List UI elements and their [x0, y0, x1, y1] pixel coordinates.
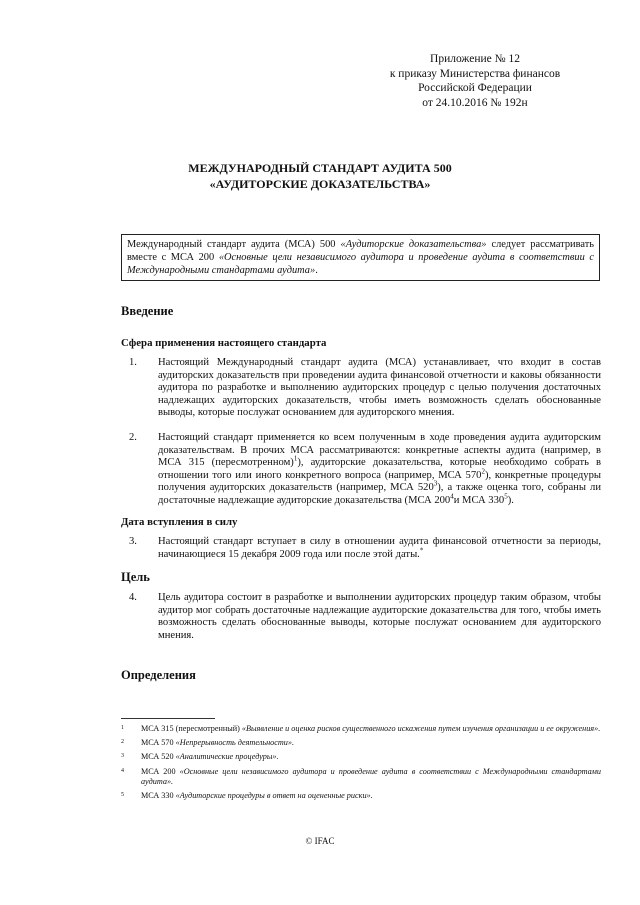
- footnote-text: МСА 570: [141, 738, 176, 748]
- paragraph-text: Настоящий Международный стандарт аудита (МСА) устанавливает, что входит в состав аудиторских доказательств при проведении аудита финансовой отчетности и каковы обязанности аудитора по разработке и выполнению аудиторских процедур с целью получения достаточных надлежащих аудиторских доказательств, чтобы иметь возможность сделать обоснованные выводы, которые послужат основанием для аудиторского мнения.: [158, 357, 601, 419]
- appendix-order: к приказу Министерства финансов: [389, 67, 561, 80]
- paragraph-text-part: Настоящий стандарт применяется ко всем полученным в ходе проведения аудита аудиторским доказательствам. В прочих МСА рассматриваются: конкретные аспекты аудита (например, в МСА 315 (пересмотренном): [158, 432, 601, 469]
- footnote-title: «Основные цели независимого аудитора и проведение аудита в соответствии с Международными стандартами аудита».: [141, 766, 602, 786]
- section-heading-definitions: Определения: [121, 668, 196, 682]
- paragraph-number: 1.: [129, 357, 137, 368]
- paragraph-text-part: Настоящий стандарт вступает в силу в отношении аудита финансовой отчетности за периоды, начинающиеся 15 декабря 2009 года или после этой даты.: [158, 536, 601, 560]
- footnote-title: «Аналитические процедуры».: [175, 752, 279, 762]
- section-heading-objective: Цель: [121, 570, 150, 584]
- note-italic-2: «Основные цели независимого аудитора и проведение аудита в соответствии с Международными стандартами аудита»: [127, 252, 595, 276]
- footnote-number: 4: [121, 767, 124, 774]
- paragraph-1: [121, 357, 601, 420]
- paragraph-text-part: ), аудиторские доказательства, которые необходимо собрать в отношении того или иного конкретного вопроса (например, МСА 570: [158, 457, 601, 481]
- title-line-2: «АУДИТОРСКИЕ ДОКАЗАТЕЛЬСТВА»: [209, 177, 431, 191]
- footnote-5: [121, 791, 601, 801]
- footnote-number: 2: [121, 739, 124, 746]
- appendix-country: Российской Федерации: [418, 82, 532, 94]
- footnote-ref-3[interactable]: 3: [433, 479, 438, 488]
- paragraph-text-part: ), конкретные процедуры получения аудиторских доказательств (например, МСА 520: [158, 469, 601, 494]
- footnote-number: 3: [121, 753, 124, 760]
- footnote-ref-5[interactable]: 5: [504, 492, 508, 501]
- paragraph-number: 3.: [129, 536, 137, 547]
- footnote-ref-1[interactable]: 1: [293, 454, 298, 463]
- paragraph-text: Цель аудитора состоит в разработке и выполнении аудиторских процедур таким образом, чтобы аудитор мог собрать достаточные надлежащие аудиторские доказательства для того, чтобы иметь возможность сделать обоснованные выводы, которые послужат основанием для аудиторского мнения.: [158, 592, 601, 641]
- footnote-ref-4[interactable]: 4: [450, 492, 454, 501]
- paragraph-text-part: ), а также оценка того, собраны ли достаточные надлежащие аудиторские доказательства (МСА 200: [158, 482, 601, 506]
- footnote-text: МСА 330: [141, 791, 176, 801]
- paragraph-text: [158, 536, 601, 561]
- paragraph-3: [121, 536, 601, 561]
- paragraph-text-part: ).: [507, 494, 514, 506]
- appendix-number: Приложение № 12: [430, 53, 520, 65]
- footnote-4: [121, 767, 601, 787]
- footnote-number: 1: [121, 725, 124, 731]
- footnote-1: [121, 724, 601, 734]
- footnote-title: «Непрерывность деятельности».: [175, 738, 295, 748]
- footnote-text: МСА 315 (пересмотренный): [141, 724, 242, 733]
- footnote-separator: [121, 718, 215, 719]
- paragraph-text-part: и МСА 330: [453, 494, 505, 506]
- section-heading-intro: Введение: [121, 304, 174, 318]
- footnote-ref-2[interactable]: 2: [481, 467, 485, 476]
- footnote-text: МСА 200: [141, 766, 180, 776]
- subsection-heading-scope: Сфера применения настоящего стандарта: [121, 337, 327, 349]
- footnote-title: «Выявление и оценка рисков существенного искажения путем изучения организации и ее окружения».: [241, 724, 601, 733]
- note-text-3: .: [315, 265, 318, 276]
- footnote-title: «Аудиторские процедуры в ответ на оцененные риски».: [175, 791, 373, 801]
- paragraph-number: 4.: [129, 592, 137, 603]
- title-line-1: МЕЖДУНАРОДНЫЙ СТАНДАРТ АУДИТА 500: [188, 161, 452, 175]
- note-text-1: Международный стандарт аудита (МСА) 500: [127, 239, 341, 250]
- footnote-text: МСА 520: [141, 752, 176, 762]
- paragraph-text: [158, 432, 601, 508]
- appendix-date: от 24.10.2016 № 192н: [422, 96, 528, 109]
- footnote-number: 5: [121, 792, 124, 799]
- document-title: [0, 160, 640, 192]
- copyright-footer: © IFAC: [305, 836, 335, 846]
- note-box: [121, 234, 600, 281]
- footnote-3: [121, 752, 601, 762]
- note-italic-1: «Аудиторские доказательства»: [340, 239, 487, 250]
- footnotes: [121, 724, 601, 805]
- appendix-header: [360, 52, 590, 110]
- subsection-heading-effective: Дата вступления в силу: [121, 516, 238, 528]
- paragraph-number: 2.: [129, 432, 137, 443]
- footnote-ref-asterisk[interactable]: *: [419, 546, 424, 555]
- note-text-2: следует рассматривать вместе с МСА 200: [127, 239, 594, 263]
- footnote-2: [121, 738, 601, 748]
- paragraph-4: [121, 592, 601, 642]
- paragraph-2: [121, 432, 601, 508]
